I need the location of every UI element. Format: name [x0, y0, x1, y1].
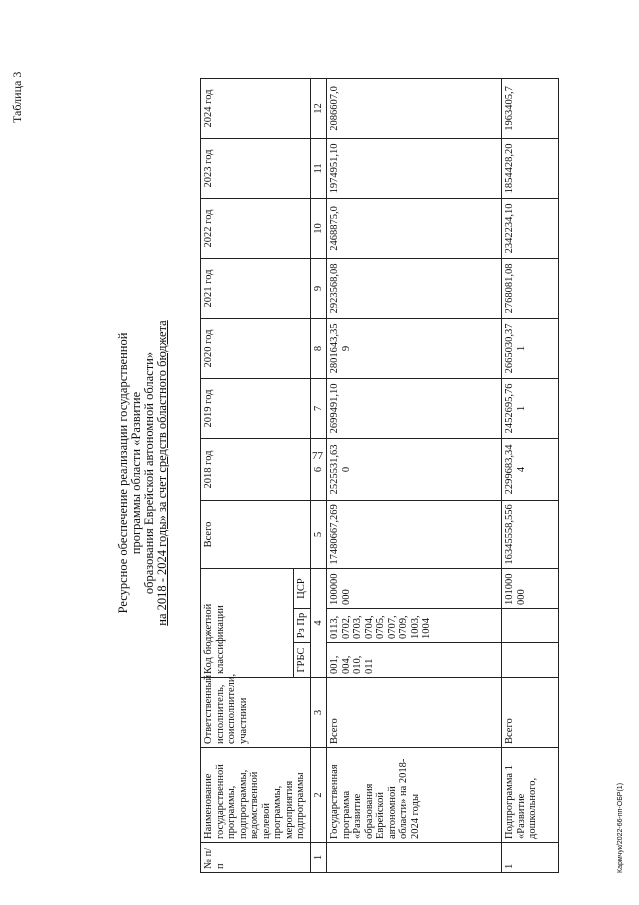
header-code: Код бюджетной классификации: [201, 568, 294, 677]
col-number: 7: [310, 378, 327, 438]
col-number: 9: [310, 258, 327, 318]
header-name: Наименование государственной программы, подпрограммы, ведомственной целевой программы, мероприятия подпрограммы: [201, 748, 311, 843]
header-2024: 2024 год: [201, 78, 311, 138]
header-num: № п/п: [201, 843, 311, 873]
heading-line-2: программы области «Развитие: [129, 391, 143, 555]
heading-line-3: образования Еврейской автономной области»: [142, 351, 156, 595]
header-2021: 2021 год: [201, 258, 311, 318]
row-num: 1: [502, 843, 559, 873]
row-2021: 2923568,08: [327, 258, 502, 318]
header-csr: ЦСР: [294, 568, 311, 608]
row-2024: 1963405,7: [502, 78, 559, 138]
col-number: 5: [310, 500, 327, 568]
header-2020: 2020 год: [201, 318, 311, 378]
header-2022: 2022 год: [201, 198, 311, 258]
col-number: 11: [310, 138, 327, 198]
row-csr: 100000000: [327, 568, 502, 608]
row-2021: 2768081,08: [502, 258, 559, 318]
footer-reference-note: Кармчук/2022-66-пп-ОБР(1): [617, 782, 624, 873]
row-2018: 2299683,344: [502, 438, 559, 500]
col-number: 8: [310, 318, 327, 378]
row-responsible: Всего: [327, 678, 502, 748]
header-2018: 2018 год: [201, 438, 311, 500]
row-2020: 2801643,359: [327, 318, 502, 378]
header-rzpr: Рз Пр: [294, 609, 311, 643]
header-2019: 2019 год: [201, 378, 311, 438]
column-number-row: [310, 32, 327, 872]
row-csr: 101000000: [502, 568, 559, 608]
row-responsible: Всего: [502, 678, 559, 748]
row-num: [327, 843, 502, 873]
row-2023: 1974951,10: [327, 138, 502, 198]
col-number: 1: [310, 843, 327, 873]
heading-line-1: Ресурсное обеспечение реализации государственной: [116, 332, 130, 614]
col-number: 2: [310, 748, 327, 843]
row-name: Подпрограмма 1 «Развитие дошкольного,: [502, 748, 559, 843]
row-2019: 2452695,761: [502, 378, 559, 438]
row-total: 17480667,269: [327, 500, 502, 568]
row-2018: 2525531,630: [327, 438, 502, 500]
col-number: 10: [310, 198, 327, 258]
table-heading: [117, 253, 169, 693]
table-row: [502, 32, 559, 872]
row-grbs: 001, 004, 010, 011: [327, 643, 502, 678]
rotated-landscape-content: [10, 13, 624, 873]
col-number: 3: [310, 678, 327, 748]
row-2023: 1854428,20: [502, 138, 559, 198]
heading-line-4: на 2018 - 2024 годы» за счет средств областного бюджета: [155, 320, 169, 626]
header-grbs: ГРБС: [294, 643, 311, 678]
row-rzpr: 0113, 0702, 0703, 0704, 0705, 0707, 0709, 1003, 1004: [327, 609, 502, 643]
row-2022: 2342234,10: [502, 198, 559, 258]
row-total: 16345558,556: [502, 500, 559, 568]
row-2020: 2665030,371: [502, 318, 559, 378]
header-2023: 2023 год: [201, 138, 311, 198]
row-name: Государственная программа «Развитие образования Еврейской автономной области» на 2018-2024 годы: [327, 748, 502, 843]
header-total: Всего: [201, 500, 311, 568]
row-2022: 2468875,0: [327, 198, 502, 258]
budget-table: [200, 32, 559, 873]
row-grbs: [502, 643, 559, 678]
header-row-main: [201, 32, 294, 872]
row-rzpr: [502, 609, 559, 643]
table-label: Таблица 3: [10, 71, 24, 123]
col-number: 12: [310, 78, 327, 138]
row-2019: 2699491,10: [327, 378, 502, 438]
row-2024: 2086607,0: [327, 78, 502, 138]
page-number: 77: [312, 450, 323, 462]
table-row: [327, 32, 502, 872]
col-number: 6: [310, 438, 327, 500]
header-responsible: Ответственный исполнитель, соисполнители, участники: [201, 678, 311, 748]
col-number: 4: [310, 568, 327, 677]
